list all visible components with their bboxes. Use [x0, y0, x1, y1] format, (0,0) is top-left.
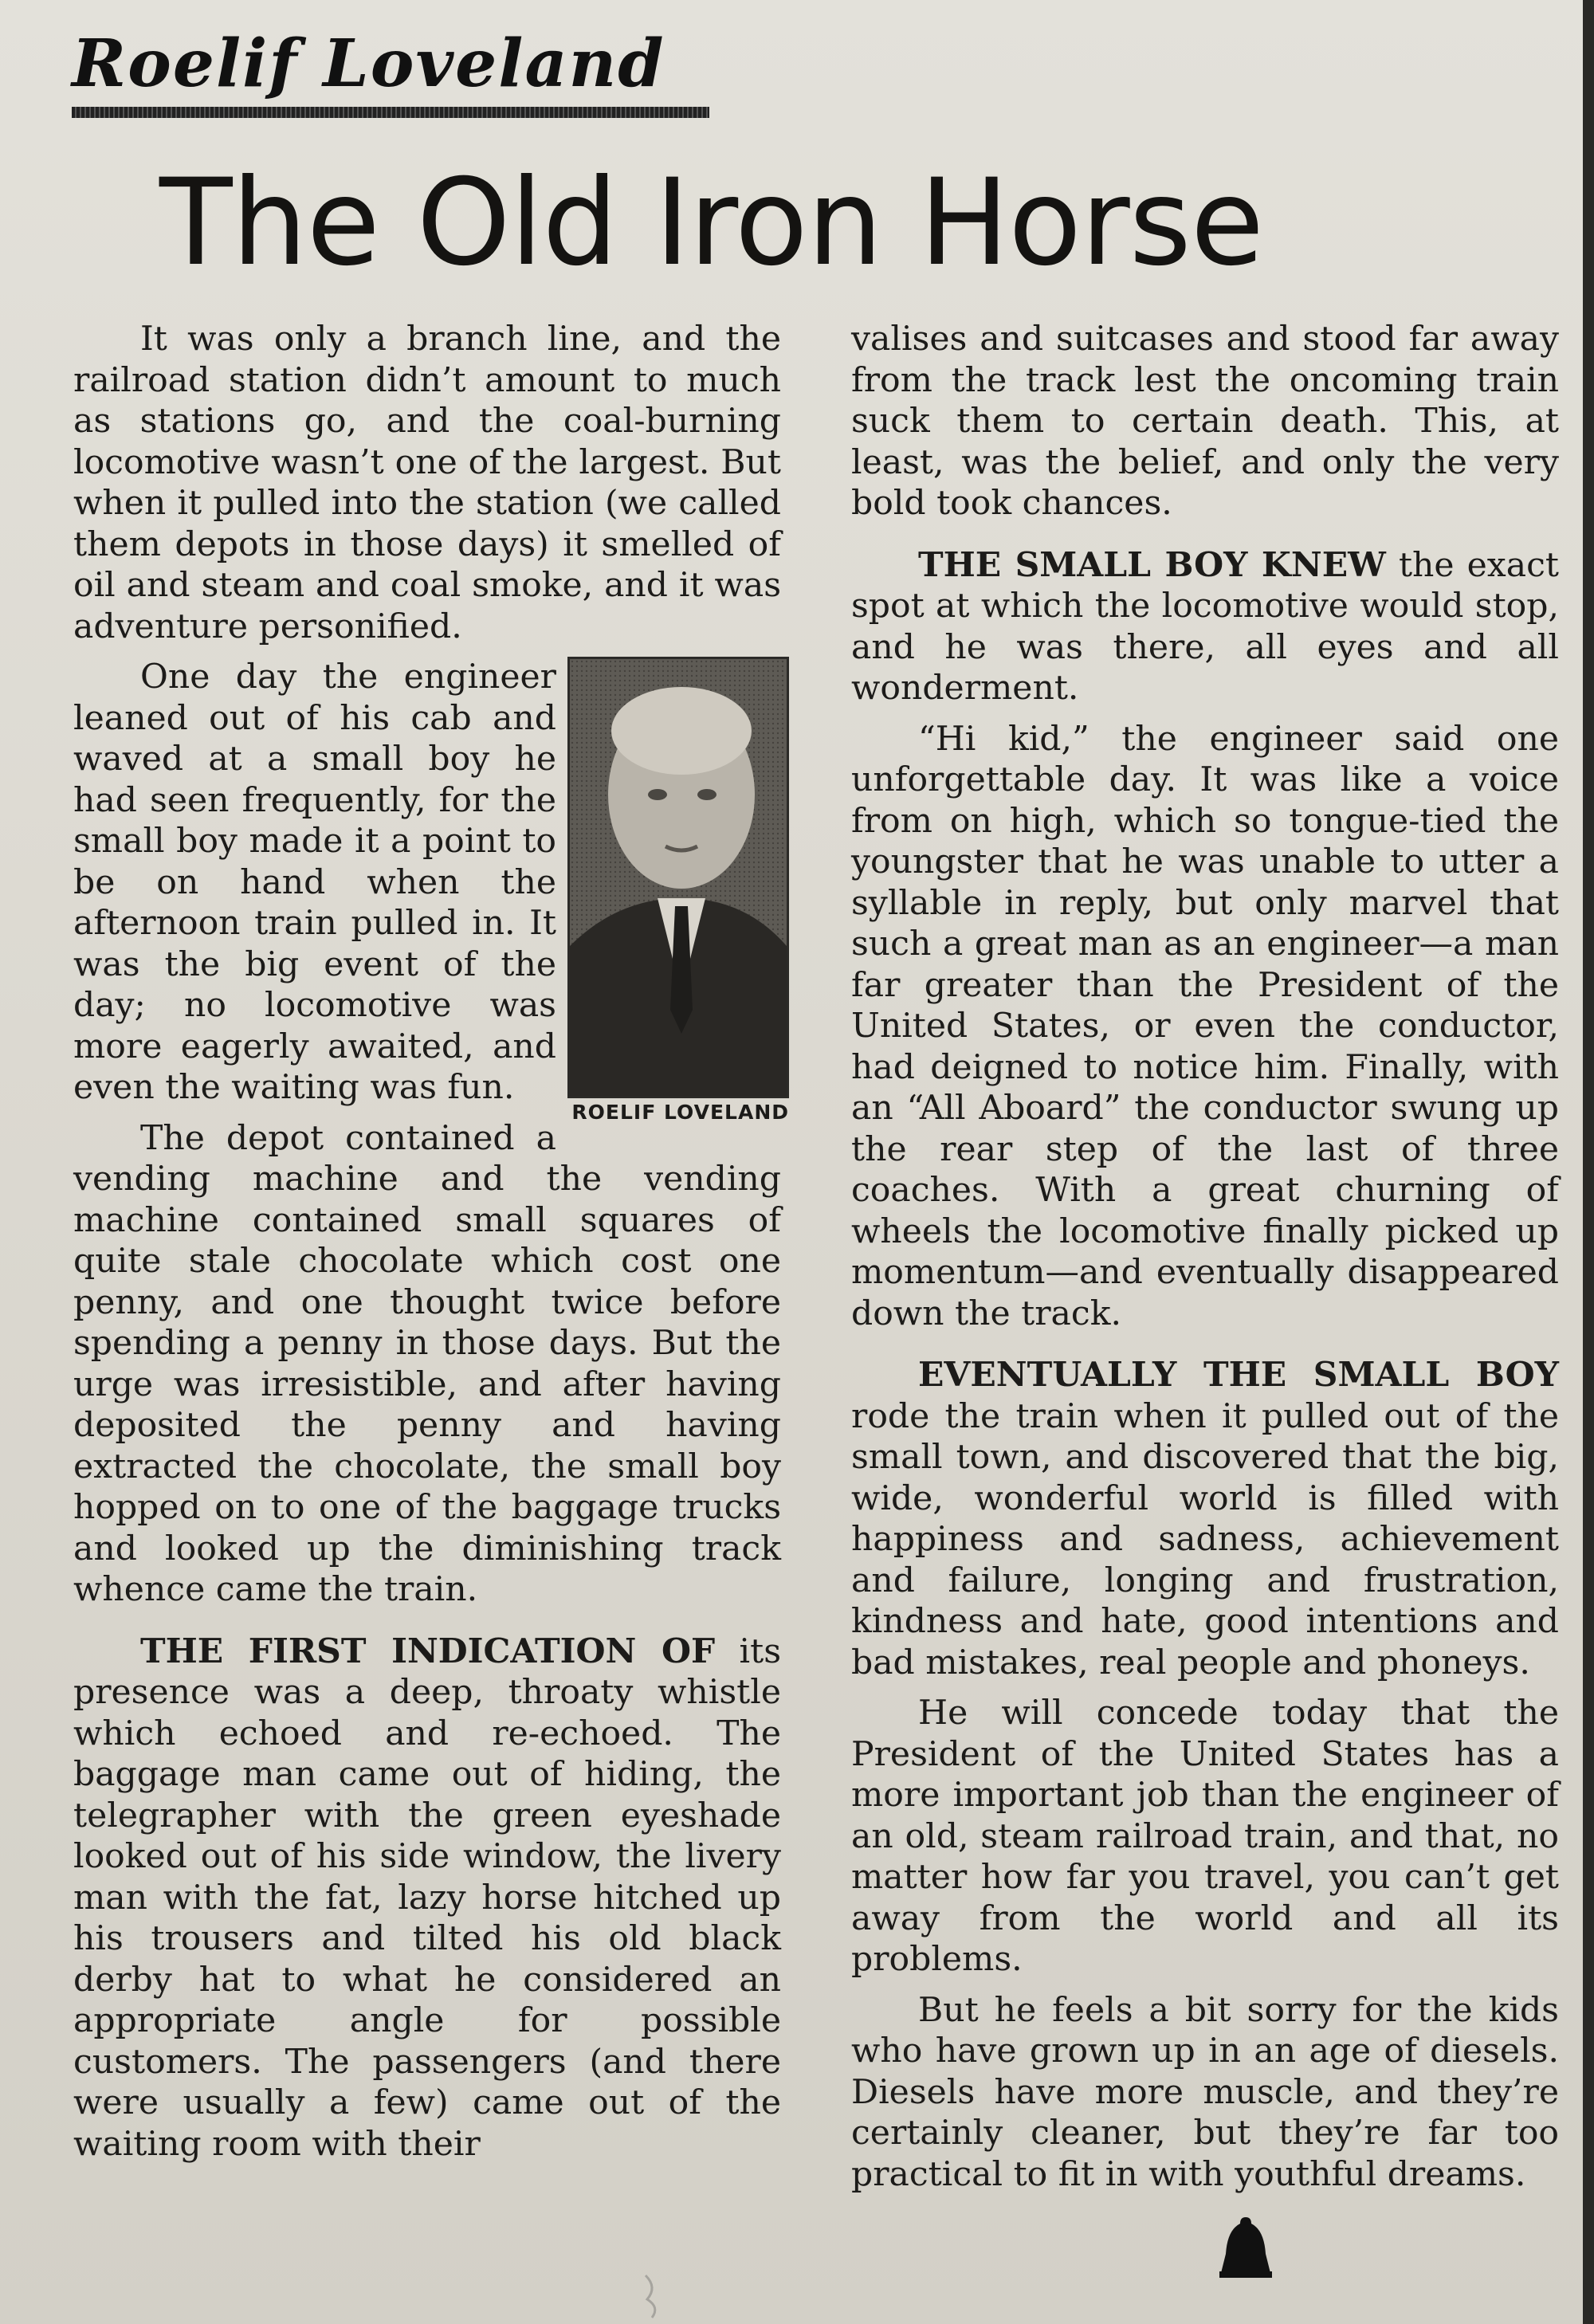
section-first-indication-text: its presence was a deep, throaty whistle which echoed and re-echoed. The baggage man came out of hiding, the telegrapher with the green eyeshade looked out of his side window, the livery man with the fat, lazy horse hitched up his trousers and tilted his old black derby hat to what he considered an appropriate angle for possible customers. The passengers (and there were usually a few) came out of the waiting room with their — [73, 1631, 782, 2164]
section-eventually — [851, 1355, 1559, 1683]
lead-in-first-indication: THE FIRST INDICATION OF — [140, 1631, 716, 1671]
section-eventually-text: rode the train when it pulled out of the small town, and discovered that the big, wide, wonderful world is filled with happiness and sadness, achievement and failure, longing and frustration, kindness and hate, good intentions and bad mistakes, real people and phoneys. — [851, 1396, 1559, 1682]
paragraph-3 — [73, 1118, 781, 1611]
section-small-boy-knew-text: the exact spot at which the locomotive would stop, and he was there, all eyes and all wonderment. — [851, 545, 1559, 708]
right-column — [851, 319, 1559, 2255]
byline-rule — [72, 107, 709, 118]
byline: Roelif Loveland — [72, 26, 665, 102]
bell-end-mark-icon — [1218, 2214, 1274, 2279]
author-photo-box — [567, 657, 789, 1127]
paragraph-diesels-text: But he feels a bit sorry for the kids who have grown up in an age of diesels. Diesels have more muscle, and they’re certainly cleaner, but they’re far too practical to fit in with youthful dreams. — [851, 1990, 1559, 2194]
paragraph-3-text: The depot contained a vending machine and the vending machine contained small squares of quite stale chocolate which cost one penny, and one thought twice before spending a penny in those days. But the urge was irresistible, and after having deposited the penny and having extracted the chocolate, the small boy hopped on to one of the baggage trucks and looked up the diminishing track whence came the train. — [73, 1118, 781, 1609]
paragraph-concede — [851, 1693, 1559, 1981]
continuation-text: valises and suitcases and stood far away from the track lest the oncoming train suck them to certain death. This, at least, was the belief, and only the very bold took chances. — [851, 320, 1559, 523]
paragraph-1 — [73, 319, 781, 647]
photo-caption: ROELIF LOVELAND — [571, 1101, 789, 1124]
author-photo — [567, 657, 789, 1098]
section-first-indication — [73, 1631, 781, 2165]
lead-in-eventually: EVENTUALLY THE SMALL BOY — [918, 1355, 1559, 1395]
paragraph-diesels — [851, 1990, 1559, 2196]
continuation-paragraph — [851, 319, 1559, 524]
headline: The Old Iron Horse — [159, 154, 1264, 292]
lead-in-small-boy-knew: THE SMALL BOY KNEW — [918, 544, 1386, 585]
paragraph-concede-text: He will concede today that the President of the United States has a more important job than the engineer of an old, steam railroad train, and that, no matter how far you travel, you can’t get away from the world and all its problems. — [851, 1694, 1559, 1979]
paragraph-2-text: One day the engineer leaned out of his cab and waved at a small boy he had seen frequently, for the small boy made it a point to be on hand when the afternoon train pulled in. It was the big event of the day; no locomotive was more eagerly awaited, and even the waiting was fun. — [73, 658, 556, 1107]
paragraph-hi-kid-text: “Hi kid,” the engineer said one unforgettable day. It was like a voice from on high, which so tongue-tied the youngster that he was unable to utter a syllable in reply, but only marvel that such a great man as an engineer—a man far greater than the President of the United States, or even the conductor, had deigned to notice him. Finally, with an “All Aboard” the conductor swung up the rear step of the last of three coaches. With a great churning of wheels the locomotive finally picked up momentum—and eventually disappeared down the track. — [851, 719, 1559, 1333]
paper-crease-mark — [638, 2271, 669, 2319]
portrait-photo-icon — [570, 659, 787, 1096]
section-small-boy-knew — [851, 545, 1559, 709]
page-edge-shadow — [1583, 0, 1594, 2324]
paragraph-1-text: It was only a branch line, and the railroad station didn’t amount to much as stations go, and the coal-burning locomotive wasn’t one of the largest. But when it pulled into the station (we called them depots in those days) it smelled of oil and steam and coal smoke, and it was adventure personified. — [73, 320, 781, 646]
paragraph-hi-kid — [851, 719, 1559, 1335]
left-column — [73, 319, 789, 2255]
